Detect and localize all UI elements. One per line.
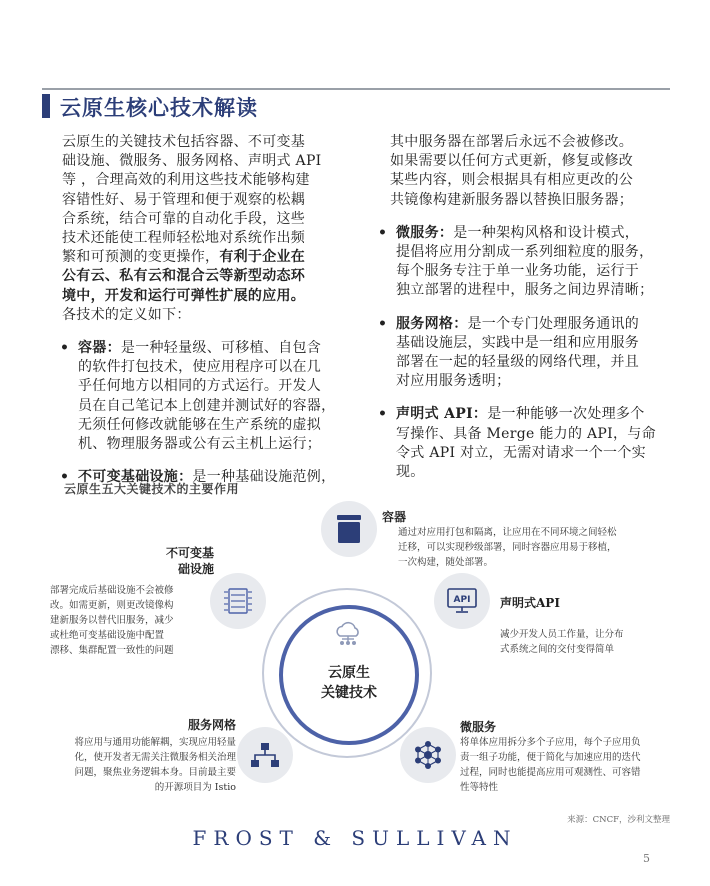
- right-column: [380, 133, 664, 482]
- mesh-node: [237, 727, 293, 783]
- mesh-title: 服务网格: [188, 718, 237, 732]
- page-number: 5: [643, 852, 650, 865]
- tech-diagram: [0, 495, 710, 825]
- bullet-immutable: • 不可变基础设施：是一种基础设施范例，: [62, 468, 362, 487]
- bullet-dot: •: [378, 315, 388, 332]
- api-monitor-icon: [447, 588, 477, 614]
- container-title: 容器: [382, 510, 407, 524]
- immutable-node: [210, 573, 266, 629]
- bullet-declarative-api: • 声明式 API：是一种能够一次处理多个 写操作、具备 Merge 能力的 API，与命 令式 API 对立，无需对请求一个一个实 现。: [378, 406, 656, 481]
- container-desc: 通过对应用打包和隔离，让应用在不同环境之间轻松 迁移，可以实现秒级部署，同时容器应用易于移植， 一次构建，随处部署。: [398, 527, 617, 568]
- center-label: 云原生 关键技术: [321, 665, 377, 701]
- page-title: 云原生核心技术解读: [60, 95, 258, 120]
- micro-title: 微服务: [460, 720, 497, 734]
- immutable-title: 不可变基 础设施: [165, 546, 214, 576]
- source-note: 来源：CNCF，沙利文整理: [567, 815, 670, 825]
- diagram-subtitle: 云原生五大关键技术的主要作用: [64, 482, 240, 496]
- left-column: [62, 133, 362, 487]
- micro-node: [400, 727, 456, 783]
- server-rack-icon: [223, 587, 253, 615]
- bullet-dot: •: [60, 340, 70, 357]
- immutable-desc: 部署完成后基础设施不会被修 改。如需更新，则更改镜像构 建新服务以替代旧服务，减少 或杜绝可变基础设施中配置 漂移、集群配置一致性的问题: [50, 585, 174, 656]
- intro-paragraph: 云原生的关键技术包括容器、不可变基 础设施、微服务、服务网格、声明式 API 等 ，合理高效的利用这些技术能够构建 容错性好、易于管理和便于观察的松耦 合系统，结合可靠的自动化手段，这些 技术还能使工程师轻松地对系统作出频 繁和可预测的变更操作，有利于企业在 公有云、私有云和混合云等新型动态环 境中，开发和运行可弹性扩展的应用。 各技术的定义如下：: [62, 134, 322, 323]
- container-node: [321, 501, 377, 557]
- bullet-dot: •: [378, 406, 388, 423]
- bullet-container: • 容器：是一种轻量级、可移植、自包含 的软件打包技术，使应用程序可以在几 乎任何地方以相同的方式运行。开发人 员在自己笔记本上创建并测试好的容器， 无须任何修改就能够在生产系统的虚拟 机、物理服务器或公有云主机上运行；: [60, 340, 336, 453]
- title-accent-bar: [42, 94, 50, 118]
- micro-desc: 将单体应用拆分多个子应用，每个子应用负 责一组子功能，便于简化与加速应用的迭代 过程，同时也能提高应用可观测性、可容错 性等特性: [460, 737, 641, 793]
- api-icon-label: API: [453, 595, 471, 605]
- cloud-network-icon: [333, 620, 363, 646]
- frost-sullivan-logo: FROST & SULLIVAN: [192, 826, 518, 850]
- bullet-dot: •: [60, 469, 70, 486]
- api-title: 声明式API: [500, 596, 560, 610]
- container-icon: [336, 514, 362, 544]
- bullet-microservice: • 微服务：是一种架构风格和设计模式， 提倡将应用分割成一系列细粒度的服务， 每个服务专注于单一业务功能，运行于 独立部署的进程中，服务之间边界清晰；: [378, 224, 654, 299]
- api-node: [434, 573, 490, 629]
- top-divider: [42, 88, 670, 90]
- api-desc: 减少开发人员工作量，让分布 式系统之间的交付变得简单: [500, 629, 624, 655]
- bullet-service-mesh: • 服务网格：是一个专门处理服务通讯的 基础设施层，实践中是一组和应用服务 部署在一起的轻量级的网络代理，并且 对应用服务透明；: [378, 315, 640, 390]
- microservice-cluster-icon: [413, 740, 443, 770]
- network-hierarchy-icon: [250, 742, 280, 768]
- immutable-continued: 其中服务器在部署后永远不会被修改。 如果需要以任何方式更新，修复或修改 某些内容，则会根据具有相应更改的公 共镜像构建新服务器以替换旧服务器；: [390, 134, 634, 208]
- bullet-dot: •: [378, 224, 388, 241]
- mesh-desc: 将应用与通用功能解耦，实现应用轻量 化，使开发者无需关注微服务相关治理 问题，聚焦业务逻辑本身。目前最主要 的开源项目为 Istio: [74, 737, 236, 793]
